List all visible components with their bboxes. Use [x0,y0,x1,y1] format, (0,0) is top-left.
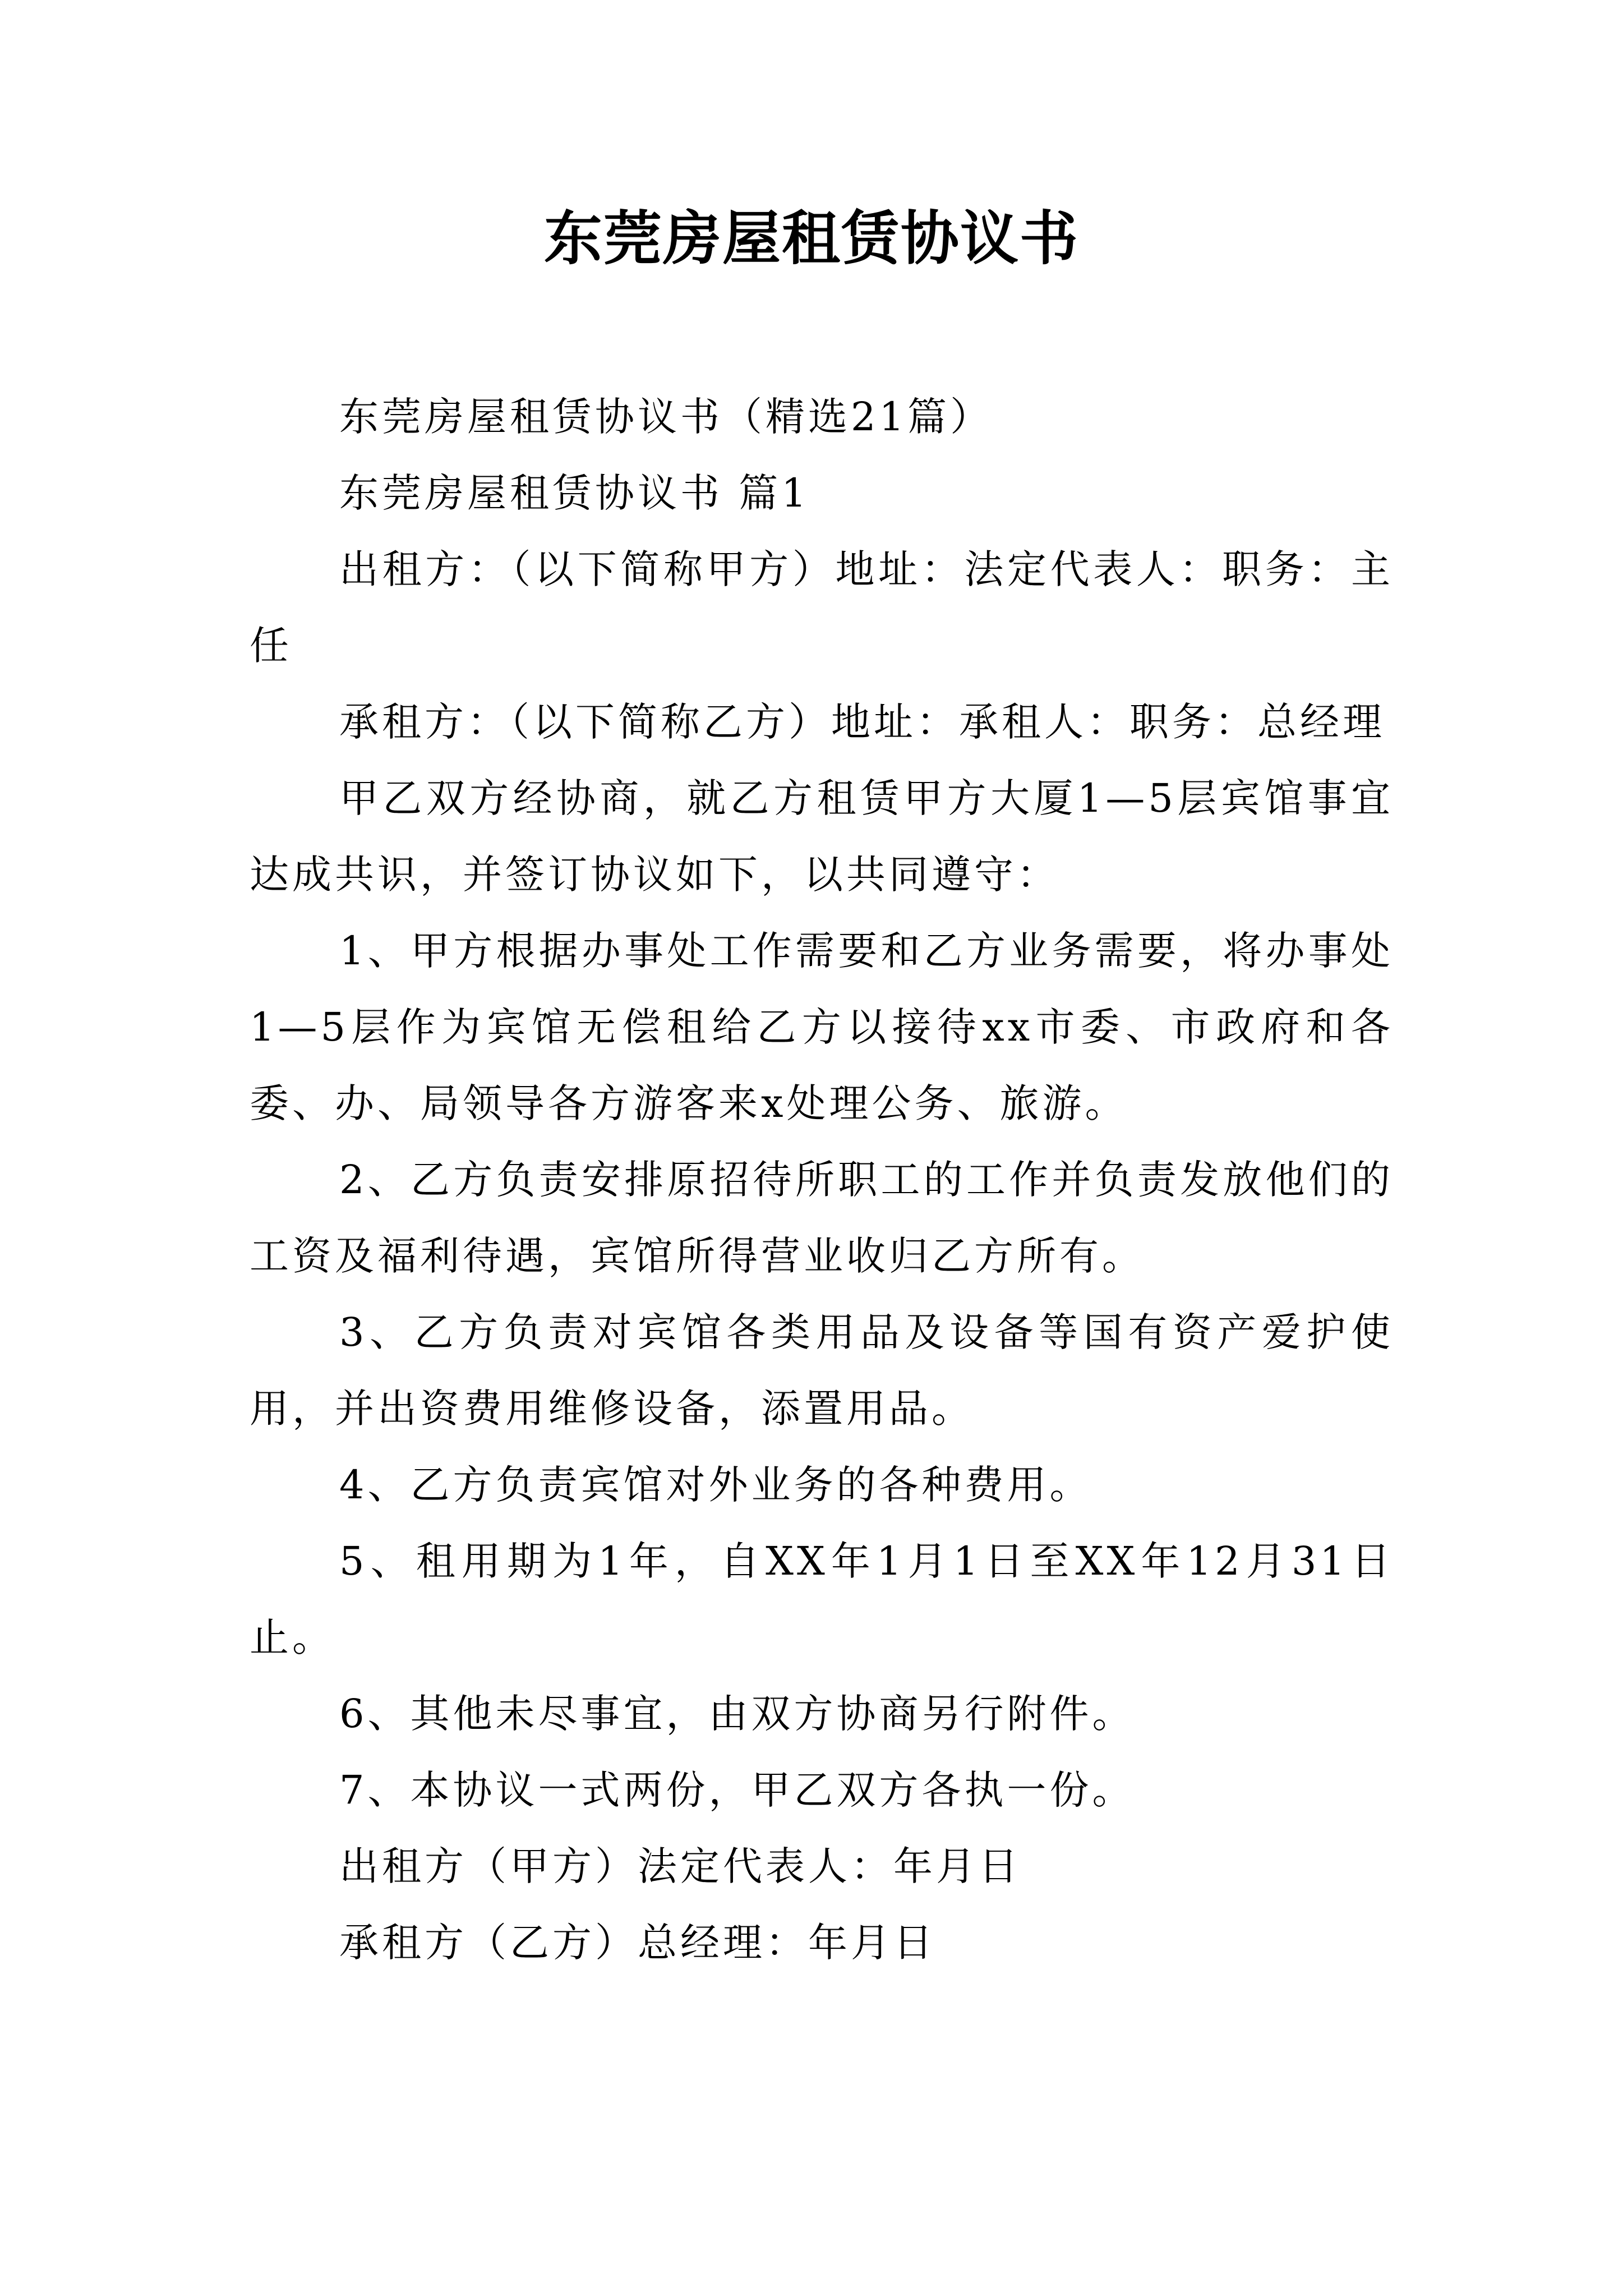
clause-2: 2、乙方负责安排原招待所职工的工作并负责发放他们的工资及福利待遇，宾馆所得营业收归乙方所有。 [250,1157,1394,1279]
clause-4: 4、乙方负责宾馆对外业务的各种费用。 [339,1462,1092,1508]
signature-lessee: 承租方（乙方）总经理：年月日 [339,1920,936,1966]
clause-6: 6、其他未尽事宜，由双方协商另行附件。 [339,1691,1135,1737]
paragraph-lessee: 承租方：（以下简称乙方）地址：承租人：职务：总经理 [339,699,1385,745]
paragraph-section-heading: 东莞房屋租赁协议书 篇1 [339,470,810,516]
document-body [250,379,1394,1981]
clause-5: 5、租用期为1年，自XX年1月1日至XX年12月31日止。 [250,1538,1394,1660]
document-title: 东莞房屋租赁协议书 [543,204,1079,273]
clause-7: 7、本协议一式两份，甲乙双方各执一份。 [339,1767,1135,1813]
paragraph-subtitle: 东莞房屋租赁协议书（精选21篇） [339,394,993,440]
signature-lessor: 出租方（甲方）法定代表人：年月日 [339,1843,1021,1889]
clause-3: 3、乙方负责对宾馆各类用品及设备等国有资产爱护使用，并出资费用维修设备，添置用品。 [250,1309,1394,1432]
clause-1: 1、甲方根据办事处工作需要和乙方业务需要，将办事处1—5层作为宾馆无偿租给乙方以接待xx市委、市政府和各委、办、局领导各方游客来x处理公务、旅游。 [250,928,1394,1126]
paragraph-preamble: 甲乙双方经协商，就乙方租赁甲方大厦1—5层宾馆事宜达成共识，并签订协议如下，以共同遵守： [250,775,1394,898]
paragraph-lessor: 出租方：（以下简称甲方）地址：法定代表人：职务：主任 [250,546,1394,669]
